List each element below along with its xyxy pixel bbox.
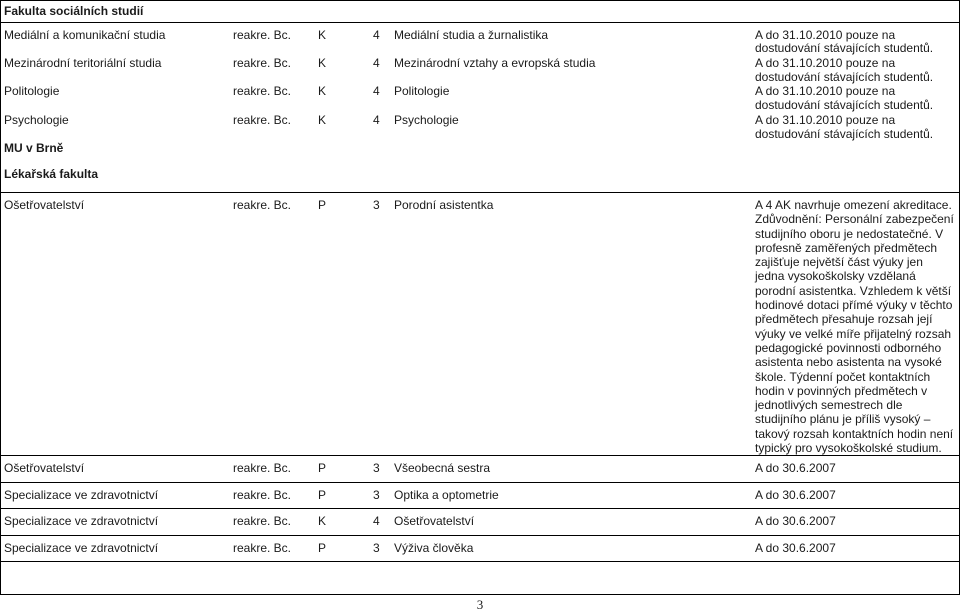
rule [0,482,960,483]
page-number: 3 [476,597,484,612]
length-cell: 3 [373,541,380,555]
field-cell: Politologie [4,84,60,98]
field-cell: Ošetřovatelství [4,461,85,475]
degree-cell: reakre. Bc. [233,461,292,475]
note-cell: dostudování stávajících studentů. [755,41,934,55]
note-cell: dostudování stávajících studentů. [755,98,934,112]
length-cell: 4 [373,84,380,98]
rule [0,508,960,509]
form-cell: K [318,84,327,98]
degree-cell: reakre. Bc. [233,28,292,42]
form-cell: P [318,488,327,502]
length-cell: 4 [373,28,380,42]
length-cell: 3 [373,461,380,475]
field-cell: Specializace ve zdravotnictví [4,488,159,502]
length-cell: 3 [373,488,380,502]
degree-cell: reakre. Bc. [233,488,292,502]
degree-cell: reakre. Bc. [233,84,292,98]
note-cell: dostudování stávajících studentů. [755,127,934,141]
rule [0,594,960,595]
rule [0,0,960,1]
degree-cell: reakre. Bc. [233,541,292,555]
note-cell: A do 31.10.2010 pouze na [755,113,896,127]
form-cell: P [318,541,327,555]
program-cell: Všeobecná sestra [394,461,491,475]
form-cell: K [318,28,327,42]
degree-cell: reakre. Bc. [233,56,292,70]
form-cell: P [318,198,327,212]
note-cell: A do 30.6.2007 [755,541,836,555]
length-cell: 4 [373,514,380,528]
note-cell: A do 30.6.2007 [755,488,836,502]
note-cell: A do 31.10.2010 pouze na [755,28,896,42]
university-label: MU v Brně [4,141,64,155]
field-cell: Specializace ve zdravotnictví [4,541,159,555]
field-cell: Specializace ve zdravotnictví [4,514,159,528]
program-cell: Politologie [394,84,450,98]
justification-note: A 4 AK navrhuje omezení akreditace. Zdůvodnění: Personální zabezpečení studijního oboru je nedostatečné. V profesně zaměřených předmětech zajišťuje největší část výuky jen jedna vysokoškolsky vzdělaná porodní asistentka. Vzhledem k větší hodinové dotaci přímé výuky v těchto předmětech přesahuje rozsah její výuky ve velké míře přijatelný rozsah pedagogické povinnosti odborného asistenta nebo asistenta na vysoké škole. Týdenní počet kontaktních hodin v povinných předmětech v jednotlivých semestrech dle studijního plánu je příliš vysoký – takový rozsah kontaktních hodin není typický pro vysokoškolské studium. [755,198,954,456]
rule [0,192,960,193]
program-cell: Mediální studia a žurnalistika [394,28,549,42]
form-cell: K [318,113,327,127]
field-cell: Ošetřovatelství [4,198,85,212]
form-cell: K [318,56,327,70]
rule [0,0,1,595]
degree-cell: reakre. Bc. [233,198,292,212]
rule [0,22,960,23]
note-cell: A do 30.6.2007 [755,514,836,528]
length-cell: 4 [373,113,380,127]
degree-cell: reakre. Bc. [233,113,292,127]
rule [0,535,960,536]
program-cell: Optika a optometrie [394,488,499,502]
length-cell: 4 [373,56,380,70]
form-cell: P [318,461,327,475]
length-cell: 3 [373,198,380,212]
section-title-fss: Fakulta sociálních studií [4,4,144,18]
note-cell: A do 31.10.2010 pouze na [755,84,896,98]
note-cell: A do 31.10.2010 pouze na [755,56,896,70]
section-title-lf: Lékařská fakulta [4,167,99,181]
program-cell: Ošetřovatelství [394,514,475,528]
note-cell: dostudování stávajících studentů. [755,70,934,84]
field-cell: Mezinárodní teritoriální studia [4,56,162,70]
degree-cell: reakre. Bc. [233,514,292,528]
form-cell: K [318,514,327,528]
program-cell: Porodní asistentka [394,198,494,212]
field-cell: Psychologie [4,113,69,127]
program-cell: Mezinárodní vztahy a evropská studia [394,56,596,70]
program-cell: Psychologie [394,113,459,127]
program-cell: Výživa člověka [394,541,474,555]
rule [0,561,960,562]
field-cell: Mediální a komunikační studia [4,28,166,42]
note-cell: A do 30.6.2007 [755,461,836,475]
